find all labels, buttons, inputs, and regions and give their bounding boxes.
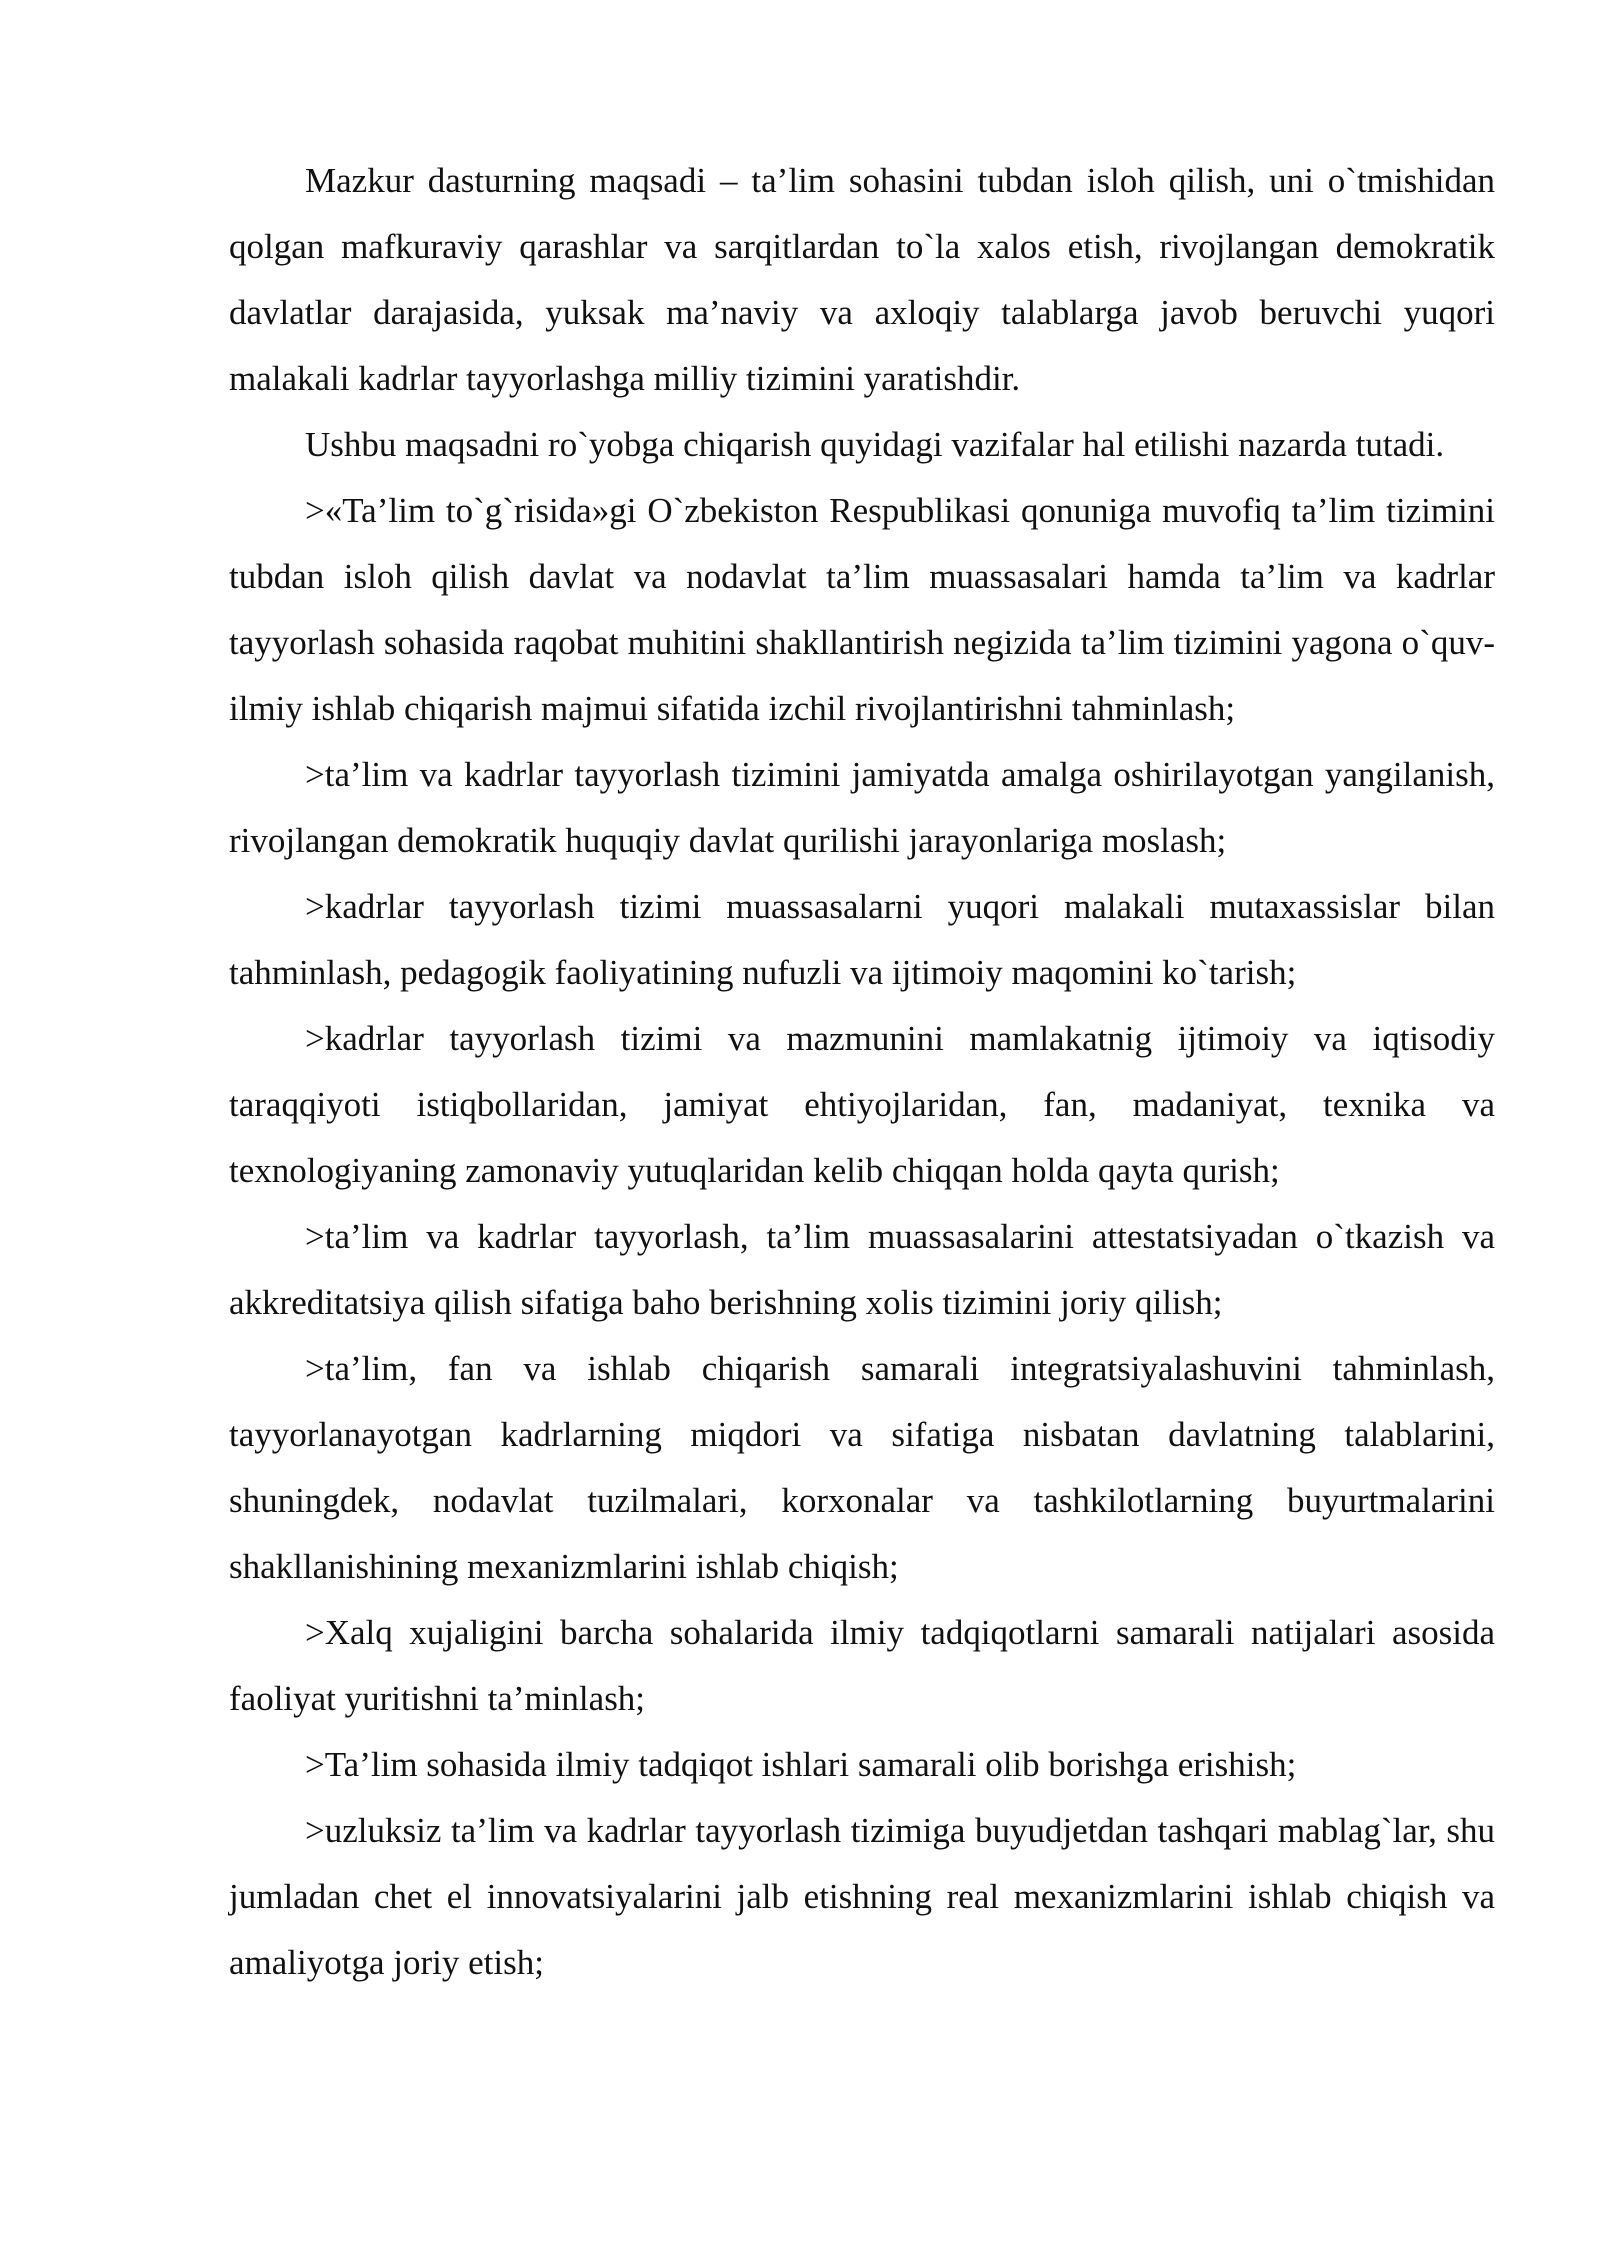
list-item-restructuring: >kadrlar tayyorlash tizimi va mazmunini mamlakatnig ijtimoiy va iqtisodiy taraqqiyoti istiqbollaridan, jamiyat ehtiyojlaridan, fan, madaniyat, texnika va texnologiyaning zamonaviy yutuqlaridan kelib chiqqan holda qayta qurish; [229,1019,1495,1190]
paragraph-tasks-intro: Ushbu maqsadni ro`yobga chiqarish quyidagi vazifalar hal etilishi nazarda tutadi. [305,425,1445,464]
document-page [229,148,1495,1996]
list-item-adaptation: >ta’lim va kadrlar tayyorlash tizimini jamiyatda amalga oshirilayotgan yangilanish, rivojlangan demokratik huquqiy davlat qurilishi jarayonlariga moslash; [229,755,1495,860]
list-item-funding: >uzluksiz ta’lim va kadrlar tayyorlash tizimiga buyudjetdan tashqari mablag`lar, shu jumladan chet el innovatsiyalarini jalb etishning real mexanizmlarini ishlab chiqish va amaliyotga joriy etish; [229,1811,1495,1982]
list-item-specialists: >kadrlar tayyorlash tizimi muassasalarni yuqori malakali mutaxassislar bilan tahminlash, pedagogik faoliyatining nufuzli va ijtimoiy maqomini ko`tarish; [229,887,1495,992]
list-item-integration: >ta’lim, fan va ishlab chiqarish samarali integratsiyalashuvini tahminlash, tayyorlanayotgan kadrlarning miqdori va sifatiga nisbatan davlatning talablarini, shuningdek, nodavlat tuzilmalari, korxonalar va tashkilotlarning buyurtmalarini shakllanishining mexanizmlarini ishlab chiqish; [229,1349,1495,1586]
list-item-education-law: >«Ta’lim to`g`risida»gi O`zbekiston Respublikasi qonuniga muvofiq ta’lim tizimini tubdan isloh qilish davlat va nodavlat ta’lim muassasalari hamda ta’lim va kadrlar tayyorlash sohasida raqobat muhitini shakllantirish negizida ta’lim tizimini yagona o`quv-ilmiy ishlab chiqarish majmui sifatida izchil rivojlantirishni tahminlash; [229,491,1495,728]
list-item-economy-research: >Xalq xujaligini barcha sohalarida ilmiy tadqiqotlarni samarali natijalari asosida faoliyat yuritishni ta’minlash; [229,1613,1495,1718]
list-item-research-work: >Ta’lim sohasida ilmiy tadqiqot ishlari samarali olib borishga erishish; [305,1745,1297,1784]
list-item-attestation: >ta’lim va kadrlar tayyorlash, ta’lim muassasalarini attestatsiyadan o`tkazish va akkreditatsiya qilish sifatiga baho berishning xolis tizimini joriy qilish; [229,1217,1495,1322]
paragraph-goal: Mazkur dasturning maqsadi – ta’lim sohasini tubdan isloh qilish, uni o`tmishidan qolgan mafkuraviy qarashlar va sarqitlardan to`la xalos etish, rivojlangan demokratik davlatlar darajasida, yuksak ma’naviy va axloqiy talablarga javob beruvchi yuqori malakali kadrlar tayyorlashga milliy tizimini yaratishdir. [229,161,1495,398]
